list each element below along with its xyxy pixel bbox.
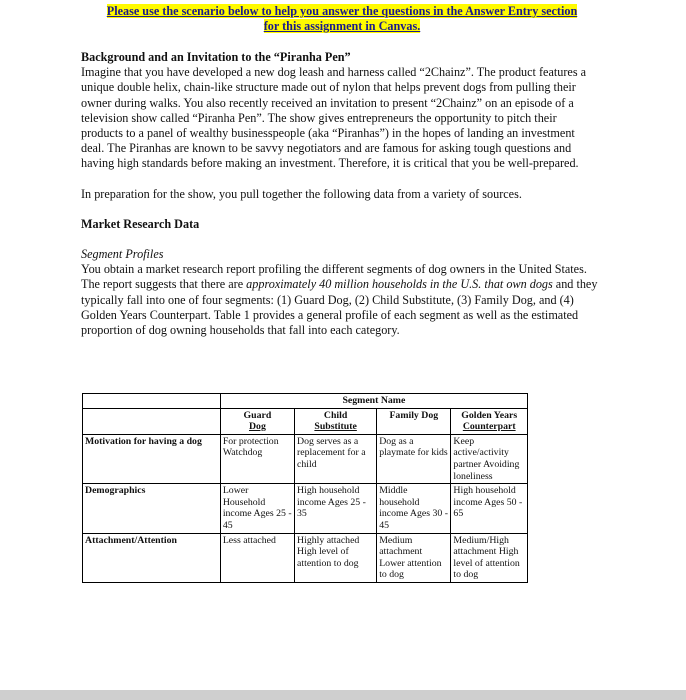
segment-table — [82, 393, 528, 583]
prep-paragraph: In preparation for the show, you pull together the following data from a variety of sources. — [81, 186, 522, 201]
banner-line-1: Please use the scenario below to help you answer the questions in the Answer Entry section — [106, 4, 578, 18]
background-paragraph: Imagine that you have developed a new dog leash and harness called “2Chainz”. The product features a unique double helix, chain-like structure made out of nylon that helps prevent dogs from pulling their owner during walks. You also recently received an invitation to present “2Chainz” on an episode of a television show called “Piranha Pen”. The show gives entrepreneurs the opportunity to pitch their products to a panel of wealthy businesspeople (aka “Piranhas”) in the hopes of landing an investment deal. The Piranhas are known to be savvy negotiators and are famous for asking tough questions and having high standards before making an investment. Therefore, it is critical that you be well-prepared. — [81, 65, 587, 171]
col-guard-dog: Guard Dog — [220, 408, 294, 434]
background-heading: Background and an Invitation to the “Piranha Pen” — [81, 50, 351, 64]
banner-line-2: for this assignment in Canvas. — [263, 19, 421, 33]
table-row — [83, 434, 528, 483]
col-golden-years: Golden Years Counterpart — [451, 408, 528, 434]
scenario-body — [81, 50, 601, 338]
table-cell: Lower Household income Ages 25 - 45 — [220, 484, 294, 533]
market-heading: Market Research Data — [81, 216, 200, 231]
table-cell: High household income Ages 50 - 65 — [451, 484, 528, 533]
segment-profiles-subheading: Segment Profiles — [81, 247, 164, 262]
row-label: Attachment/Attention — [83, 533, 221, 582]
col-family-dog: Family Dog — [377, 408, 451, 434]
table-cell: Keep active/activity partner Avoiding loneliness — [451, 434, 528, 483]
table-cell: Medium attachment Lower attention to dog — [377, 533, 451, 582]
table-cell: Dog as a playmate for kids — [377, 434, 451, 483]
table-cell: Dog serves as a replacement for a child — [295, 434, 377, 483]
col-child-substitute: Child Substitute — [295, 408, 377, 434]
table-cell: Medium/High attachment High level of attention to dog — [451, 533, 528, 582]
instruction-banner — [82, 4, 602, 34]
table-row — [83, 484, 528, 533]
table-cell: Less attached — [220, 533, 294, 582]
table-column-row — [83, 408, 528, 434]
table-cell: Highly attached High level of attention to dog — [295, 533, 377, 582]
table-cell: Middle household income Ages 30 - 45 — [377, 484, 451, 533]
table-row — [83, 533, 528, 582]
row-label: Motivation for having a dog — [83, 434, 221, 483]
page-bottom-bar — [0, 690, 686, 700]
table-header-row — [83, 394, 528, 409]
row-label: Demographics — [83, 484, 221, 533]
table-cell: High household income Ages 25 - 35 — [295, 484, 377, 533]
segment-profiles-paragraph: You obtain a market research report profiling the different segments of dog owners in the United States. The report suggests that there are approximately 40 million households in the U.S. that own dogs and they typically fall into one of four segments: (1) Guard Dog, (2) Child Substitute, (3) Family Dog, and (4) Golden Years Counterpart. Table 1 provides a general profile of each segment as well as the estimated proportion of dog owning households that fall into each category. — [81, 262, 598, 338]
table-cell: For protection Watchdog — [220, 434, 294, 483]
segment-name-header: Segment Name — [220, 394, 527, 409]
